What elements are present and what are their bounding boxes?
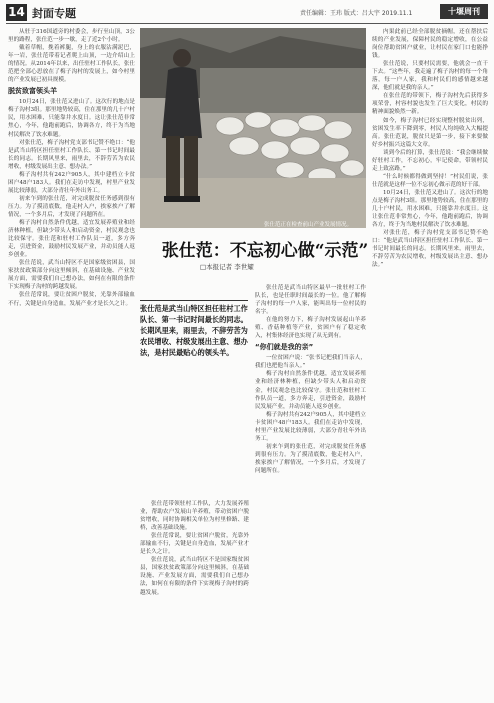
page-number: 14 [6,4,27,21]
paragraph: 在张仕范的带领下，梅子沟村先后获得多项荣誉，村容村貌也发生了巨大变化，村民的精神面貌焕然一新。 [372,93,488,116]
paragraph: 一位贫困户说：“张书记把我们当亲人，我们也把他当亲人。” [255,355,366,370]
paragraph: 内果此前已经全部脱贫摘帽，还在帮扶后续的产业发展，保障村民的稳定增收，在公益岗位帮助贫困户就业，让村民在家门口也能挣钱。 [372,29,488,60]
paragraph: 张仕范说，武当山特区不是国家级贫困县，国家扶贫政策部分向这里倾斜，在基础设施、产业发展方面，需要我们自己想办法，如何在有限的条件下实现梅子沟村的跨越发展。 [140,557,249,596]
paragraph: 张仕范常说，要让贫困户脱贫，光靠外部输血不行，关键是自身造血，发展产业才是长久之计。 [140,533,249,556]
paragraph: 梅子沟村共有242户905人，其中建档立卡贫困户48户183人。我们在走访中发现，村里产业发展比较薄弱，大部分青壮年外出务工。 [8,171,135,194]
feature-photo [140,28,366,228]
paragraph: 张仕范常说，要让贫困户脱贫，光靠外部输血不行，关键是自身造血，发展产业才是长久之计。 [8,292,135,307]
paragraph: 从驻于316国道旁的村委会，步行至山顶，3公里的路程，张仕范一步一歇，走了近2个小时。 [8,29,135,44]
paragraph: 在他的努力下，梅子沟村发展起山羊养殖、香菇种植等产业，贫困户有了稳定收入，村集体经济也实现了从无到有。 [255,317,366,340]
paragraph: 梅子沟村自然条件优越，适宜发展养殖业和经济林种植，但缺少带头人和启动资金，村民观念也比较保守。张仕范和驻村工作队员一道，多方奔走，引进资金，鼓励村民发展产业，并动员能人返乡创业。 [255,371,366,410]
paragraph: 10月24日，张仕范又进山了。这次行的地点是梅子沟村3组。那里地势较高，住在那里的几十户村民，用水困难，只能靠井水度日。这让张仕范非常焦心，今年，他跑前跑后，协调各方，终于为当地村民解决了饮水难题。 [8,99,135,138]
article-byline: □本报记者 李世耀 [200,263,254,271]
paragraph: 谈到今后的打算，张仕范说：“我会继续做好驻村工作，不忘初心，牢记使命，带领村民走上致富路。” [372,149,488,172]
paragraph: 张仕范说，只要村民需要，他就会一直干下去。“这些年，我走遍了梅子沟村的每一个角落，每一户人家，我和村民们的感情越来越深，他们就是我的亲人。” [372,61,488,92]
text-column-2 [140,500,249,698]
newspaper-logo: 十堰周刊 [440,4,488,19]
pull-quote-rule [140,300,248,301]
paragraph: 张仕范是武当山特区最早一批驻村工作队长，也是任职时间最长的一位。他了解梅子沟村的每一户人家，能叫出每一位村民的名字。 [255,285,366,316]
paragraph: 10月24日，张仕范又进山了。这次行的地点是梅子沟村3组。那里地势较高，住在那里的几十户村民，用水困难，只能靠井水度日。这让张仕范非常焦心，今年，他跑前跑后，协调各方，终于为当地村民解决了饮水难题。 [372,189,488,229]
paragraph: 对张仕范，梅子沟村党支部书记赞不绝口：“他是武当山特区担任驻村工作队长、第一书记时间最长的同志。长期风里来，雨里去，不辞劳苦为农民增收，村级发展出主意、想办法。” [372,230,488,269]
pull-quote [140,300,248,358]
text-column-3 [255,284,366,698]
subheading: 脱贫致富领头羊 [8,87,57,96]
editor-meta: 责任编辑：王玮 版式：吕大宇 2019.11.1 [300,10,413,17]
header-rule [6,23,488,24]
page-header [0,0,494,22]
subheading: “你们就是我的亲” [255,343,314,352]
photo-caption: 张仕范正在检查前山产业发展情况。 [264,222,353,228]
paragraph: 梅子沟村自然条件优越，适宜发展养殖业和经济林种植，但缺少带头人和启动资金，村民观念也比较保守。张仕范和驻村工作队员一道，多方奔走，引进资金，鼓励村民发展产业，并动员能人返乡创业。 [8,220,135,259]
section-title: 封面专题 [32,7,76,20]
article-title: 张仕范：不忘初心做“示范” [161,241,369,261]
paragraph: 梅子沟村共有242户905人，其中建档立卡贫困户48户183人。我们在走访中发现，村里产业发展比较薄弱，大部分青壮年外出务工。 [255,411,366,442]
paragraph: 如今，梅子沟村已经实现整村脱贫出列，贫困发生率下降到零，村民人均纯收入大幅提高。张仕范说，脱贫只是第一步，接下来要做好乡村振兴这篇大文章。 [372,117,488,148]
paragraph: 对张仕范，梅子沟村党支部书记赞不绝口：“他是武当山特区担任驻村工作队长、第一书记时间最长的同志。长期风里来，雨里去，不辞劳苦为农民增收，村级发展出主意、想办法。” [8,139,135,170]
photo-illustration [140,28,366,228]
paragraph: 初来乍到的张仕范，对完成脱贫任务感到很有压力。为了摸清底数，他走村入户，挨家挨户了解情况，一个多月后，才发现了问题所在。 [255,443,366,474]
paragraph: 张仕范带领驻村工作队，大力发展养殖业，帮助农户发展山羊养殖，带动贫困户脱贫增收，同时协调相关单位为村里修路、建桥，改善基础设施。 [140,501,249,532]
text-column-1 [8,28,135,698]
paragraph: 张仕范说，武当山特区不是国家级贫困县，国家扶贫政策部分向这里倾斜，在基础设施、产业发展方面，需要我们自己想办法，如何在有限的条件下实现梅子沟村的跨越发展。 [8,260,135,291]
paragraph: 戴着草帽，挽着裤腿，身上的衣服沾满泥巴，年一岩，张仕范带着记者爬上山顶，一边介绍山上的情况。从2014年以来，出任驻村工作队长，张仕范把全部心思放在了梅子沟村的发展上，如今村里的产业发展已初具规模。 [8,45,135,84]
paragraph: 初来乍到的张仕范，对完成脱贫任务感到很有压力。为了摸清底数，他走村入户，挨家挨户了解情况，一个多月后，才发现了问题所在。 [8,195,135,218]
paragraph: “什么时候都得做到坚持！”村民们说，张仕范就是这样一位不忘初心做示范的好干部。 [372,173,488,188]
pull-quote-text: 张仕范是武当山特区担任驻村工作队长、第一书记时间最长的同志。长期风里来，雨里去，不辞劳苦为农民增收、村级发展出主意、想办法，是村民最贴心的领头羊。 [140,304,248,357]
text-column-4 [372,28,488,698]
